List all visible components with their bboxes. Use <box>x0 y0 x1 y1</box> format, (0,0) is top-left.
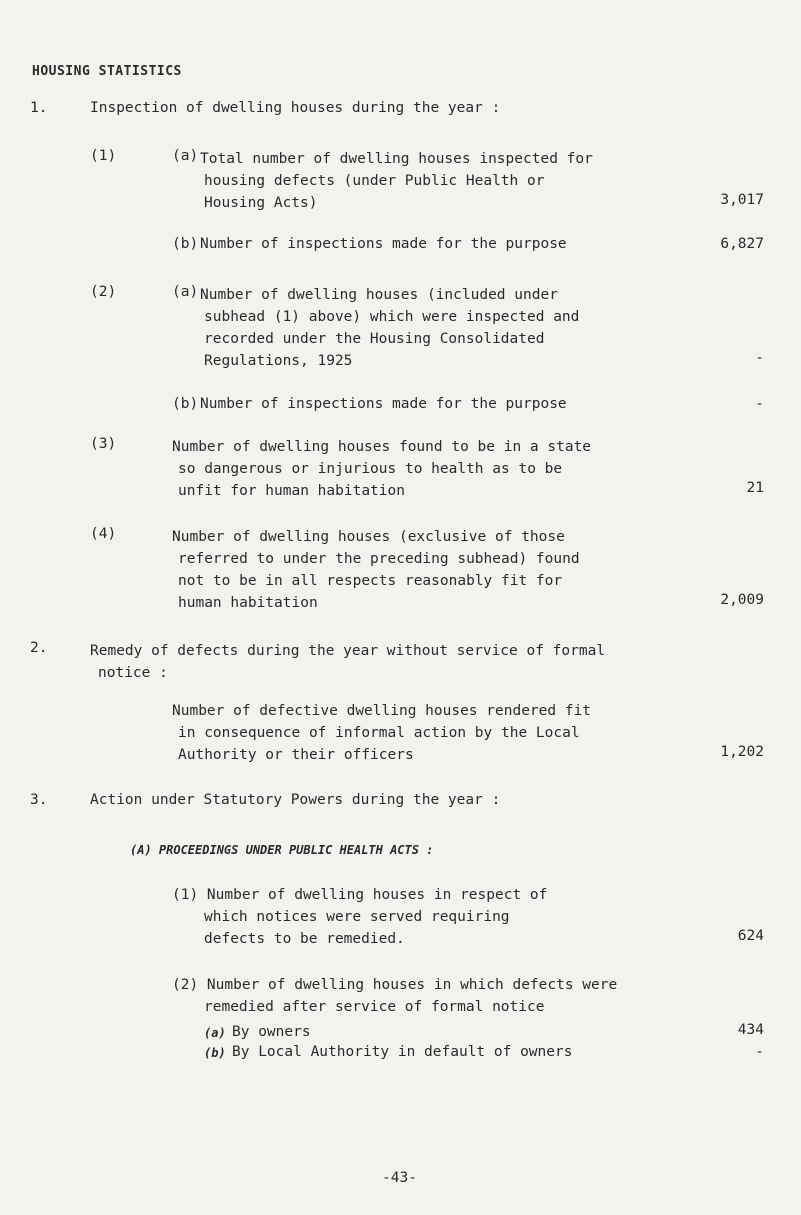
item-3-value: 21 <box>746 480 764 496</box>
item-1a-letter: (a) <box>172 148 199 164</box>
section-3-item-2-text <box>172 974 617 1018</box>
item-2-number: (2) <box>90 284 117 300</box>
item-1a-value: 3,017 <box>720 192 764 208</box>
section-2-value: 1,202 <box>720 744 764 760</box>
item-2a-line: Regulations, 1925 <box>204 353 353 369</box>
item-1a-text <box>200 148 593 214</box>
section-2-text <box>172 700 591 766</box>
item-2a-text <box>200 284 579 372</box>
item-1a-line: housing defects (under Public Health or <box>204 173 545 189</box>
item-2a-line: recorded under the Housing Consolidated <box>204 331 545 347</box>
item-2b-text: Number of inspections made for the purpose <box>200 396 567 412</box>
item-3-text <box>172 436 591 502</box>
section-2-number: 2. <box>30 640 48 656</box>
item-4-number: (4) <box>90 526 117 542</box>
item-2a-line: subhead (1) above) which were inspected and <box>204 309 580 325</box>
item-1b-text: Number of inspections made for the purpose <box>200 236 567 252</box>
section-3-item-1-text <box>172 884 547 950</box>
section-2-line: in consequence of informal action by the Local <box>178 725 580 741</box>
section-3-item-2-line: (2) Number of dwelling houses in which defects were <box>172 977 618 993</box>
section-2-line: Number of defective dwelling houses rendered fit <box>172 703 592 719</box>
section-2-title-line: Remedy of defects during the year without service of formal <box>90 643 606 659</box>
section-1-number: 1. <box>30 100 48 116</box>
item-1b-value: 6,827 <box>720 236 764 252</box>
section-2-title <box>90 640 605 684</box>
item-3-line: so dangerous or injurious to health as to be <box>178 461 563 477</box>
item-2a-letter: (a) <box>172 284 199 300</box>
section-2-line: Authority or their officers <box>178 747 414 763</box>
page-heading: HOUSING STATISTICS <box>32 64 182 79</box>
item-1b-letter: (b) <box>172 236 199 252</box>
item-4-text <box>172 526 580 614</box>
section-3-item-1-line: which notices were served requiring <box>204 909 510 925</box>
item-4-line: Number of dwelling houses (exclusive of those <box>172 529 565 545</box>
section-3-title: Action under Statutory Powers during the year : <box>90 792 501 808</box>
section-3-item-1-line: defects to be remedied. <box>204 931 405 947</box>
item-1-number: (1) <box>90 148 117 164</box>
item-2a-line: Number of dwelling houses (included under <box>200 287 558 303</box>
item-2b-value: - <box>755 396 764 412</box>
item-4-value: 2,009 <box>720 592 764 608</box>
item-4-line: not to be in all respects reasonably fit for <box>178 573 563 589</box>
item-4-line: human habitation <box>178 595 318 611</box>
item-3-line: Number of dwelling houses found to be in a state <box>172 439 592 455</box>
section-3-item-2b-letter: (b) <box>204 1046 226 1060</box>
section-3-item-2a-letter: (a) <box>204 1026 226 1040</box>
section-1-title: Inspection of dwelling houses during the year : <box>90 100 501 116</box>
item-3-number: (3) <box>90 436 117 452</box>
item-3-line: unfit for human habitation <box>178 483 405 499</box>
item-1a-line: Housing Acts) <box>204 195 318 211</box>
section-3-item-2a-value: 434 <box>737 1022 764 1038</box>
section-3-item-1-line: (1) Number of dwelling houses in respect of <box>172 887 548 903</box>
page-number: -43- <box>382 1170 417 1186</box>
section-2-title-line: notice : <box>98 665 168 681</box>
section-3-number: 3. <box>30 792 48 808</box>
section-3-item-1-value: 624 <box>737 928 764 944</box>
section-3-item-2a-text: By owners <box>232 1024 311 1040</box>
item-1a-line: Total number of dwelling houses inspected for <box>200 151 593 167</box>
section-3-item-2b-text: By Local Authority in default of owners <box>232 1044 573 1060</box>
item-4-line: referred to under the preceding subhead) found <box>178 551 580 567</box>
section-3-item-2b-value: - <box>755 1044 764 1060</box>
item-2a-value: - <box>755 350 764 366</box>
item-2b-letter: (b) <box>172 396 199 412</box>
section-3-subheading: (A) PROCEEDINGS UNDER PUBLIC HEALTH ACTS : <box>130 843 434 857</box>
section-3-item-2-line: remedied after service of formal notice <box>204 999 545 1015</box>
